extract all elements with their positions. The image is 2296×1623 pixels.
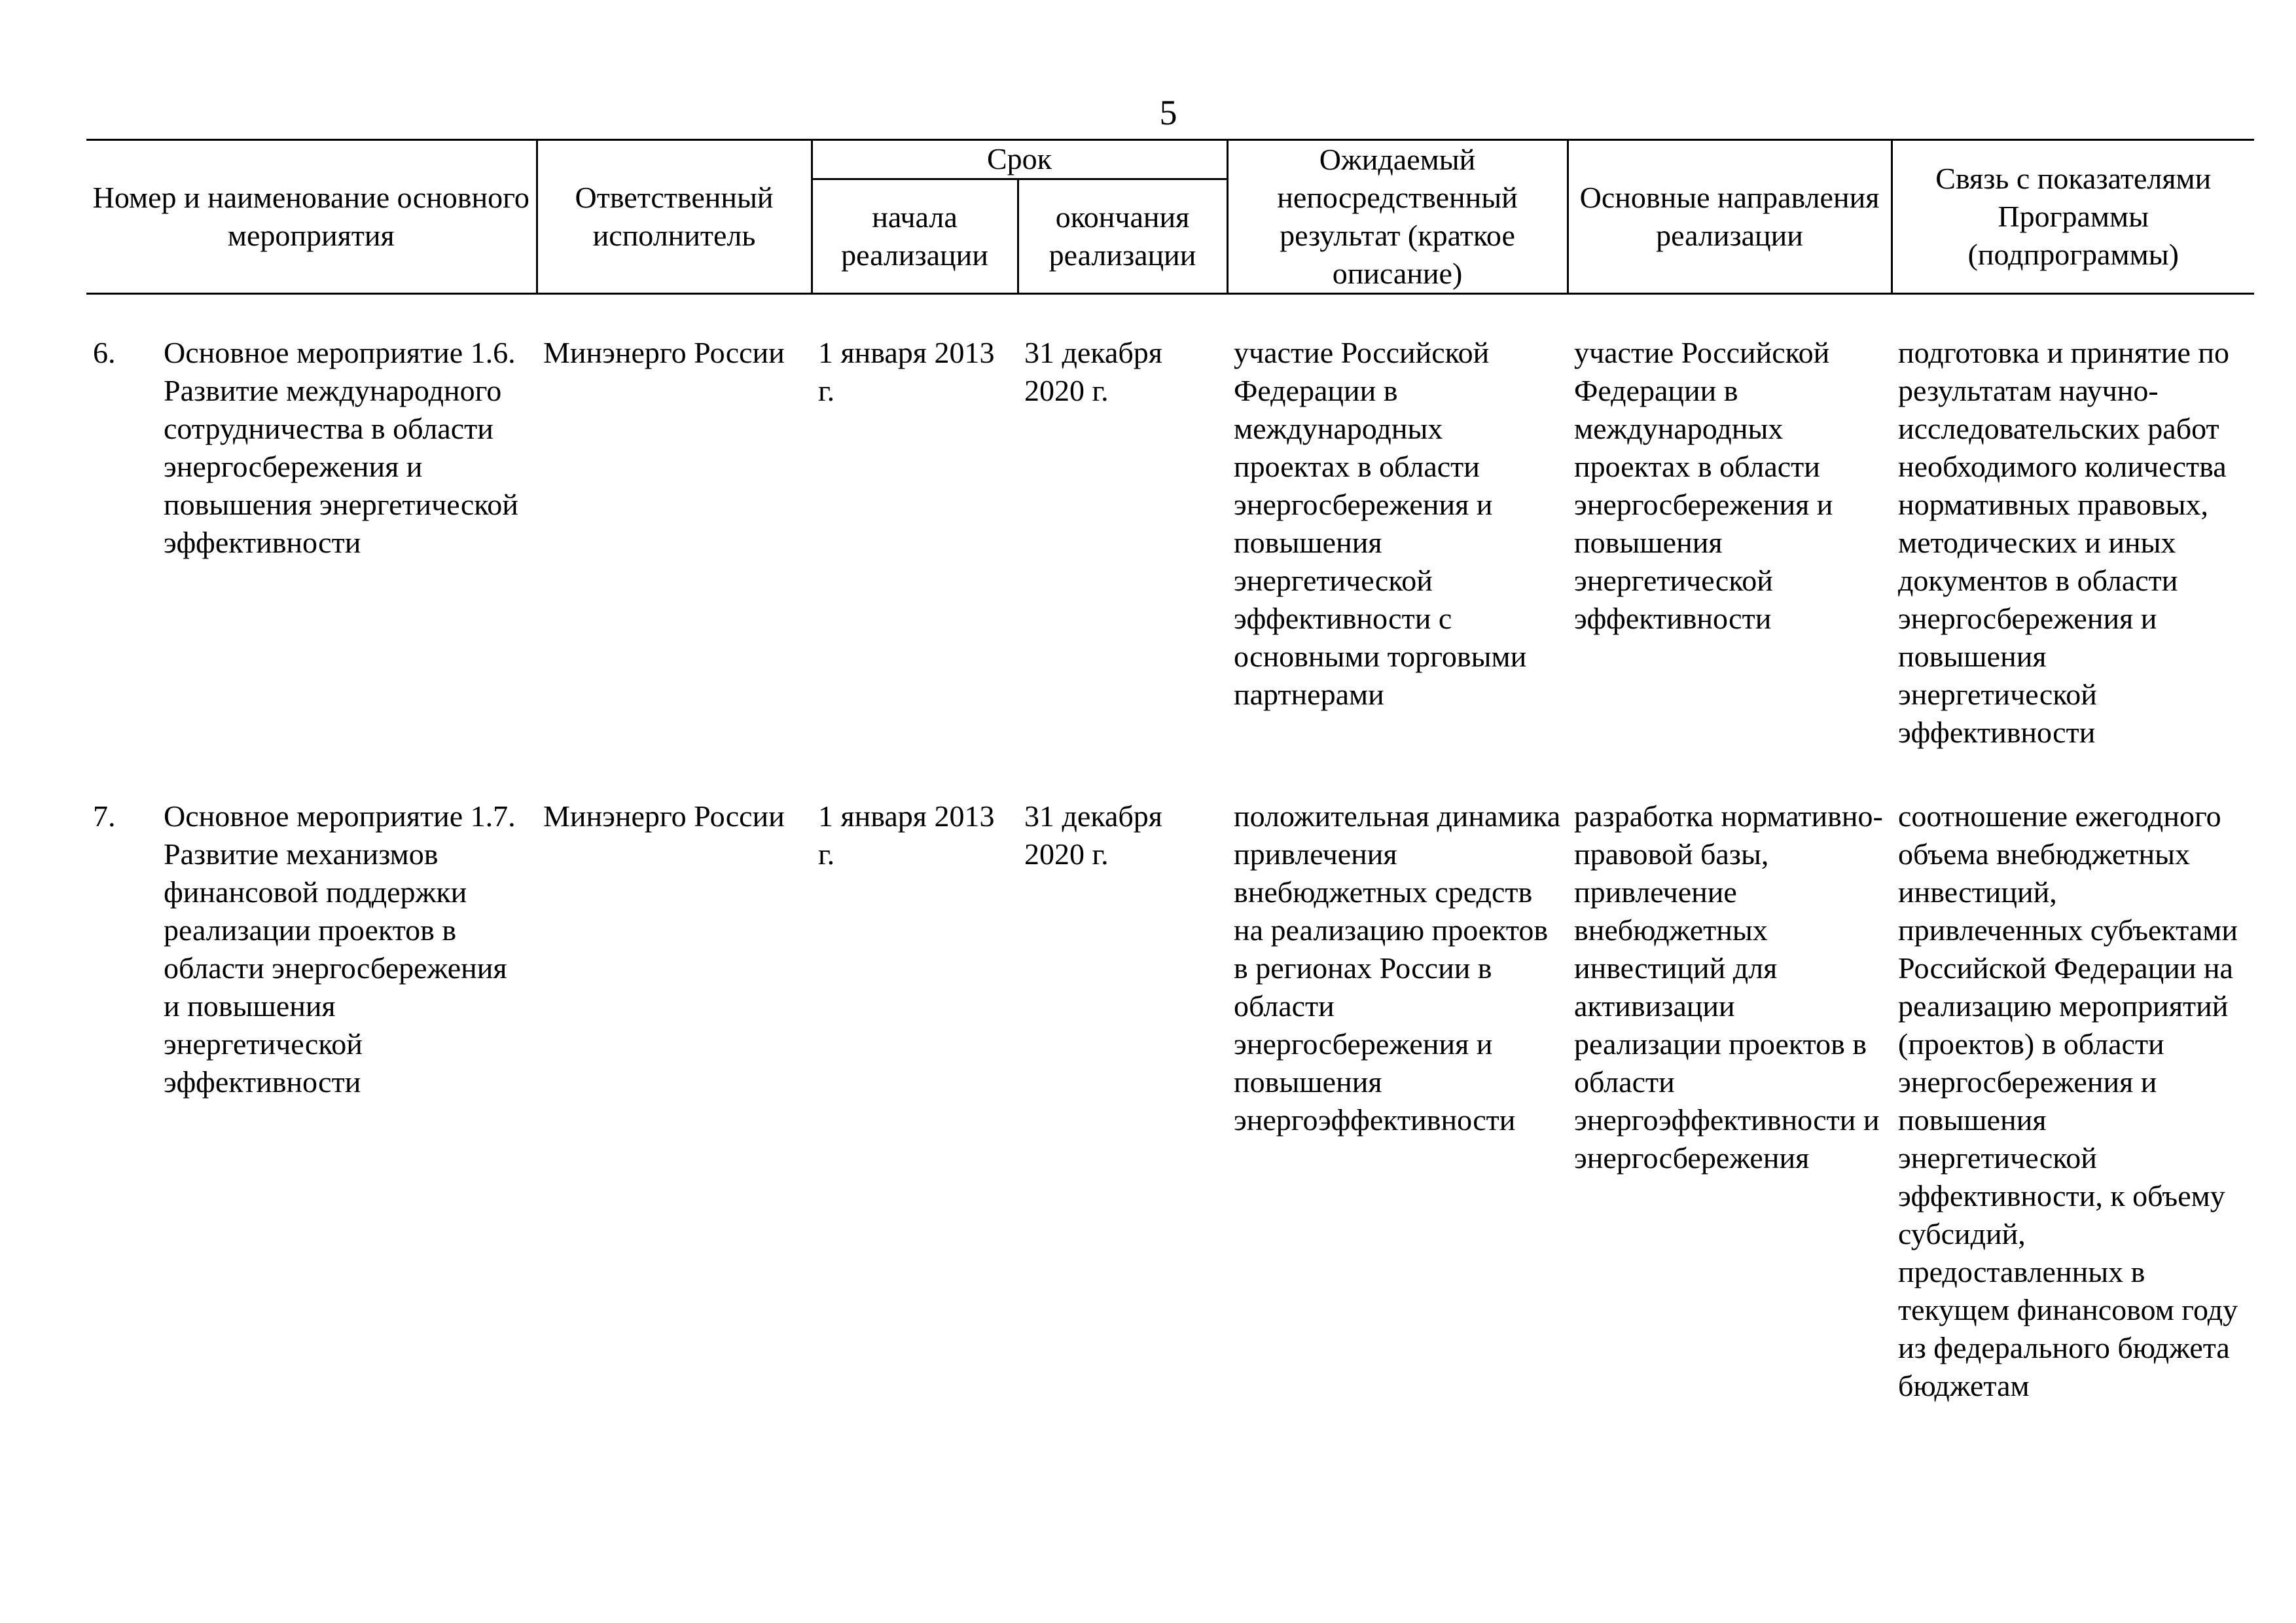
row-executor: Минэнерго России (543, 799, 785, 833)
row-start: 1 января 2013 г. (818, 799, 995, 871)
row-number: 7. (93, 799, 116, 833)
row-indicators: подготовка и принятие по результатам научно-исследовательских работ необходимого количества нормативных правовых, методических и иных документов в области энергосбережения и повышения энергетической эффективности (1898, 336, 2229, 749)
row-end: 31 декабря 2020 г. (1024, 799, 1162, 871)
header-directions: Основные направления реализации (1568, 140, 1892, 294)
table-row (86, 797, 2254, 1405)
row-indicators: соотношение ежегодного объема внебюджетных инвестиций, привлеченных субъектами Российской Федерации на реализацию мероприятий (проектов) в области энергосбережения и повышения энергетической эффективности, к объему субсидий, предоставленных в текущем финансовом году из федерального бюджета бюджетам (1898, 799, 2238, 1402)
row-name: Основное мероприятие 1.6. Развитие международного сотрудничества в области энергосбережения и повышения энергетической эффективности (164, 336, 518, 559)
header-executor: Ответственный исполнитель (537, 140, 812, 294)
row-number: 6. (93, 336, 116, 369)
row-executor: Минэнерго России (543, 336, 785, 369)
header-end: окончания реализации (1018, 179, 1227, 293)
header-name: Номер и наименование основного мероприятия (86, 140, 537, 294)
row-start: 1 января 2013 г. (818, 336, 995, 407)
row-result: положительная динамика привлечения внебюджетных средств на реализацию проектов в регионах России в области энергосбережения и повышения энергоэффективности (1234, 799, 1561, 1137)
header-start: начала реализации (812, 179, 1018, 293)
page-number: 5 (1159, 93, 1177, 132)
table-header (86, 140, 2254, 294)
row-directions: участие Российской Федерации в международных проектах в области энергосбережения и повышения энергетической эффективности (1574, 336, 1833, 635)
table-row (86, 334, 2254, 752)
header-indicators: Связь с показателями Программы (подпрограммы) (1892, 140, 2254, 294)
header-result: Ожидаемый непосредственный результат (краткое описание) (1227, 140, 1568, 294)
header-term: Срок (812, 140, 1227, 179)
row-directions: разработка нормативно-правовой базы, привлечение внебюджетных инвестиций для активизации реализации проектов в области энергоэффективности и энергосбережения (1574, 799, 1883, 1175)
row-end: 31 декабря 2020 г. (1024, 336, 1162, 407)
row-result: участие Российской Федерации в международных проектах в области энергосбережения и повышения энергетической эффективности с основными торговыми партнерами (1234, 336, 1527, 711)
row-name: Основное мероприятие 1.7. Развитие механизмов финансовой поддержки реализации проектов в области энергосбережения и повышения энергетической эффективности (164, 799, 516, 1099)
measures-table (86, 139, 2254, 1405)
